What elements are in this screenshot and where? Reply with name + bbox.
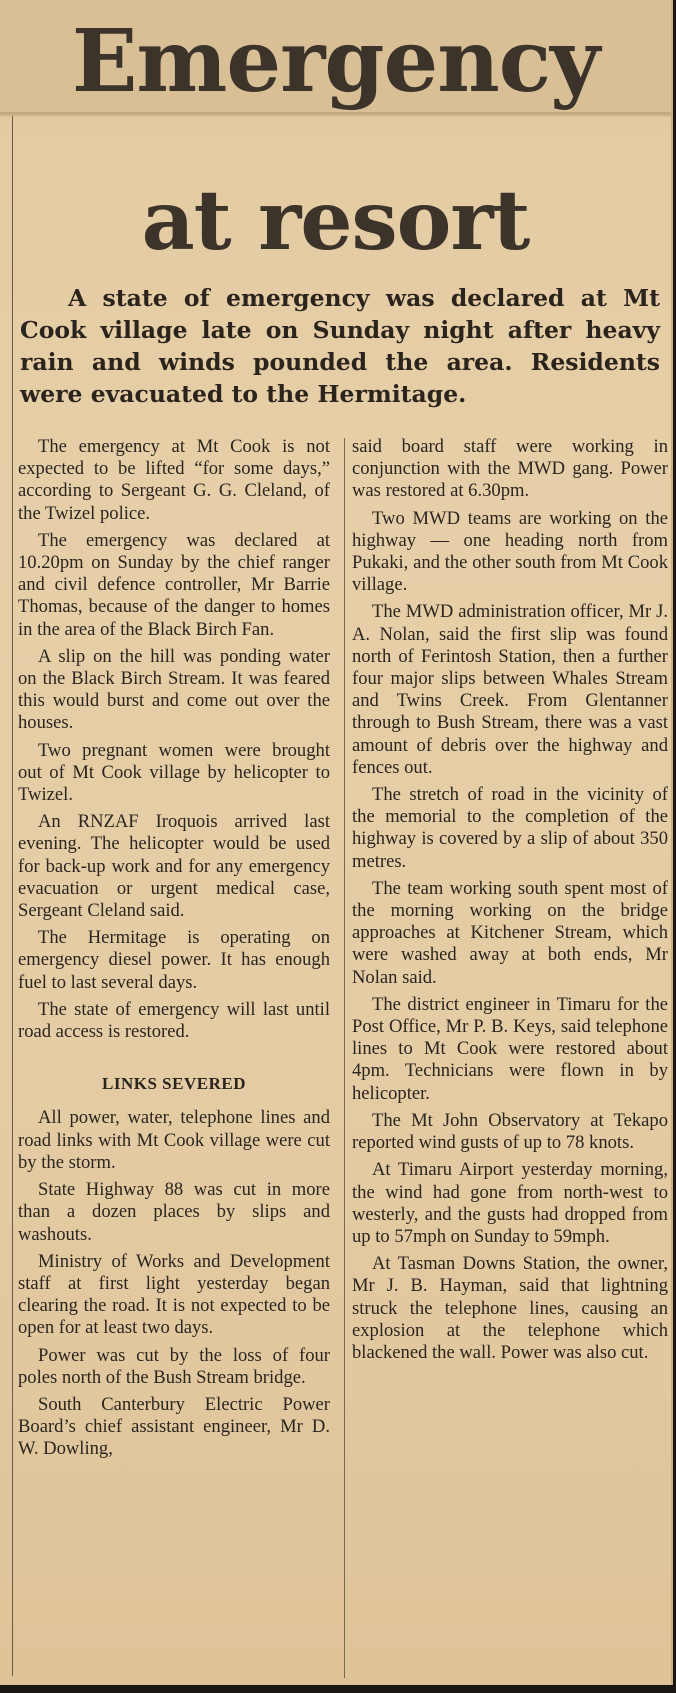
paragraph: The emergency at Mt Cook is not expected to be lifted “for some days,” according to Sergeant G. G. Cleland, of the Twizel police. [18,436,330,524]
paragraph: The state of emergency will last until road access is restored. [18,998,330,1043]
paragraph: Power was cut by the loss of four poles north of the Bush Stream bridge. [18,1344,330,1388]
paragraph: All power, water, telephone lines and road links with Mt Cook village were cut by the storm. [18,1107,330,1173]
paper-fold [0,112,671,118]
paragraph: A slip on the hill was ponding water on the Black Birch Stream. It was feared this would burst and come out over the houses. [18,645,330,734]
paragraph: South Canterbury Electric Power Board’s chief assistant engineer, Mr D. W. Dowling, [18,1393,330,1460]
paragraph: The Mt John Observatory at Tekapo reported wind gusts of up to 78 knots. [352,1109,668,1154]
section-subhead: LINKS SEVERED [102,1074,246,1094]
paragraph: At Timaru Airport yesterday morning, the wind had gone from north-west to westerly, and the gusts had dropped from up to 57mph on Sunday to 59mph. [352,1159,668,1247]
paragraph: An RNZAF Iroquois arrived last evening. The helicopter would be used for back-up work and for any emergency evacuation or urgent medical case, Sergeant Cleland said. [18,811,330,922]
right-column [352,436,668,1369]
column-rule [344,438,345,1678]
paragraph: State Highway 88 was cut in more than a dozen places by slips and washouts. [18,1179,330,1245]
left-border-rule [12,116,13,1676]
paragraph: The MWD administration officer, Mr J. A. Nolan, said the first slip was found north of Ferintosh Station, then a further four major slips between Whales Stream and Twins Creek. From Glentanner through to Bush Stream, there was a vast amount of debris over the highway and fences out. [352,601,668,778]
paragraph: The team working south spent most of the morning working on the bridge approaches at Kitchener Stream, which were washed away at both ends, Mr Nolan said. [352,877,668,988]
paragraph: Two pregnant women were brought out of Mt Cook village by helicopter to Twizel. [18,739,330,806]
paragraph: The stretch of road in the vicinity of the memorial to the completion of the highway is covered by a slip of about 350 metres. [352,784,668,872]
standfirst: A state of emergency was declared at Mt Cook village late on Sunday night after heavy rain and winds pounded the area. Residents were evacuated to the Hermitage. [20,284,660,408]
paragraph: said board staff were working in conjunction with the MWD gang. Power was restored at 6.30pm. [352,436,668,502]
left-column [18,436,330,1466]
paragraph: Ministry of Works and Development staff at first light yesterday began clearing the road. It is not expected to be open for at least two days. [18,1250,330,1339]
paragraph: At Tasman Downs Station, the owner, Mr J. B. Hayman, said that lightning struck the telephone lines, causing an explosion at the telephone which blackened the wall. Power was also cut. [352,1253,668,1363]
headline-line-1: Emergency [71,11,600,112]
paragraph: The district engineer in Timaru for the Post Office, Mr P. B. Keys, said telephone lines to Mt Cook were restored about 4pm. Technicians were flown in by helicopter. [352,993,668,1104]
paragraph: The Hermitage is operating on emergency diesel power. It has enough fuel to last several days. [18,927,330,993]
headline-line-2: at resort [141,173,530,269]
paragraph: Two MWD teams are working on the highway — one heading north from Pukaki, and the other south from Mt Cook village. [352,507,668,596]
paragraph: The emergency was declared at 10.20pm on Sunday by the chief ranger and civil defence controller, Mr Barrie Thomas, because of the danger to homes in the area of the Black Birch Fan. [18,529,330,640]
